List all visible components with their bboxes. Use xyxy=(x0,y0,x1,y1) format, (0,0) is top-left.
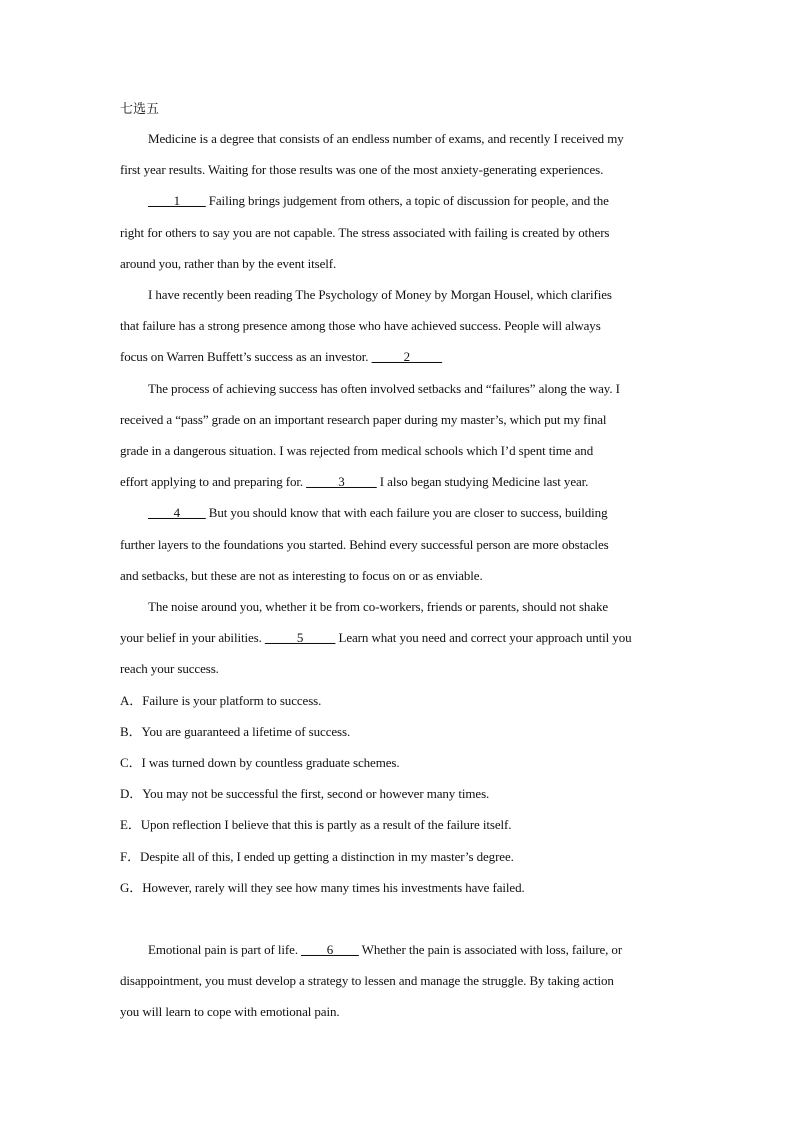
p3-line-1: I have recently been reading The Psychology of Money by Morgan Housel, which clarifies xyxy=(148,287,612,303)
blank-5: _____5_____ xyxy=(264,630,336,646)
p3-line-2: that failure has a strong presence among those who have achieved success. People will always xyxy=(120,318,601,334)
section-title: 七选五 xyxy=(120,101,160,116)
p4-line-4-text: effort applying to and preparing for. xyxy=(120,474,307,490)
p2-line-1-text: Failing brings judgement from others, a topic of discussion for people, and the xyxy=(205,193,609,209)
p4-line-1: The process of achieving success has often involved setbacks and “failures” along the way. I xyxy=(148,380,620,396)
p1-line-2: first year results. Waiting for those results was one of the most anxiety-generating experiences. xyxy=(120,162,604,178)
blank-6: ____6____ xyxy=(301,942,359,958)
p7-line-3: you will learn to cope with emotional pain. xyxy=(120,1004,340,1020)
p4-line-4-tail: I also began studying Medicine last year. xyxy=(376,474,589,490)
p5-line-3: and setbacks, but these are not as interesting to focus on or as enviable. xyxy=(120,567,483,583)
blank-3: _____3_____ xyxy=(306,474,377,490)
blank-4: ____4____ xyxy=(148,505,206,521)
p6-line-3: reach your success. xyxy=(120,661,219,677)
p4-line-2: received a “pass” grade on an important research paper during my master’s, which put my final xyxy=(120,411,607,427)
option-f: F．Despite all of this, I ended up getting a distinction in my master’s degree. xyxy=(120,848,514,864)
blank-2: _____2_____ xyxy=(371,349,443,365)
option-a: A．Failure is your platform to success. xyxy=(120,692,322,708)
worksheet-page xyxy=(120,95,680,1028)
p3-line-3-text: focus on Warren Buffett’s success as an investor. xyxy=(120,349,372,365)
p6-line-2-tail: Learn what you need and correct your approach until you xyxy=(335,630,632,646)
p6-line-2 xyxy=(120,622,680,653)
p5-line-1 xyxy=(120,497,680,528)
option-b: B．You are guaranteed a lifetime of success. xyxy=(120,723,351,739)
p5-line-1-text: But you should know that with each failure you are closer to success, building xyxy=(205,505,608,521)
p2-line-1 xyxy=(120,185,680,216)
option-d: D．You may not be successful the first, second or however many times. xyxy=(120,786,490,802)
p4-line-3: grade in a dangerous situation. I was rejected from medical schools which I’d spent time and xyxy=(120,443,594,459)
p6-line-1: The noise around you, whether it be from co-workers, friends or parents, should not shake xyxy=(148,599,609,615)
option-c: C．I was turned down by countless graduate schemes. xyxy=(120,755,400,771)
p3-line-3 xyxy=(120,341,680,372)
option-g: G．However, rarely will they see how many times his investments have failed. xyxy=(120,879,525,895)
spacer xyxy=(120,903,680,934)
p6-line-2-text: your belief in your abilities. xyxy=(120,630,265,646)
p2-line-2: right for others to say you are not capable. The stress associated with failing is created by others xyxy=(120,224,610,240)
p7-line-1-text: Emotional pain is part of life. xyxy=(148,942,302,958)
p5-line-2: further layers to the foundations you started. Behind every successful person are more obstacles xyxy=(120,536,609,552)
option-e: E．Upon reflection I believe that this is partly as a result of the failure itself. xyxy=(120,817,512,833)
p4-line-4 xyxy=(120,466,680,497)
p7-line-2: disappointment, you must develop a strategy to lessen and manage the struggle. By taking action xyxy=(120,973,614,989)
p7-line-1 xyxy=(120,934,680,965)
p1-line-1: Medicine is a degree that consists of an endless number of exams, and recently I received my xyxy=(148,131,624,146)
p7-line-1-tail: Whether the pain is associated with loss, failure, or xyxy=(358,942,623,958)
p2-line-3: around you, rather than by the event itself. xyxy=(120,255,337,271)
blank-1: ____1____ xyxy=(148,193,206,209)
